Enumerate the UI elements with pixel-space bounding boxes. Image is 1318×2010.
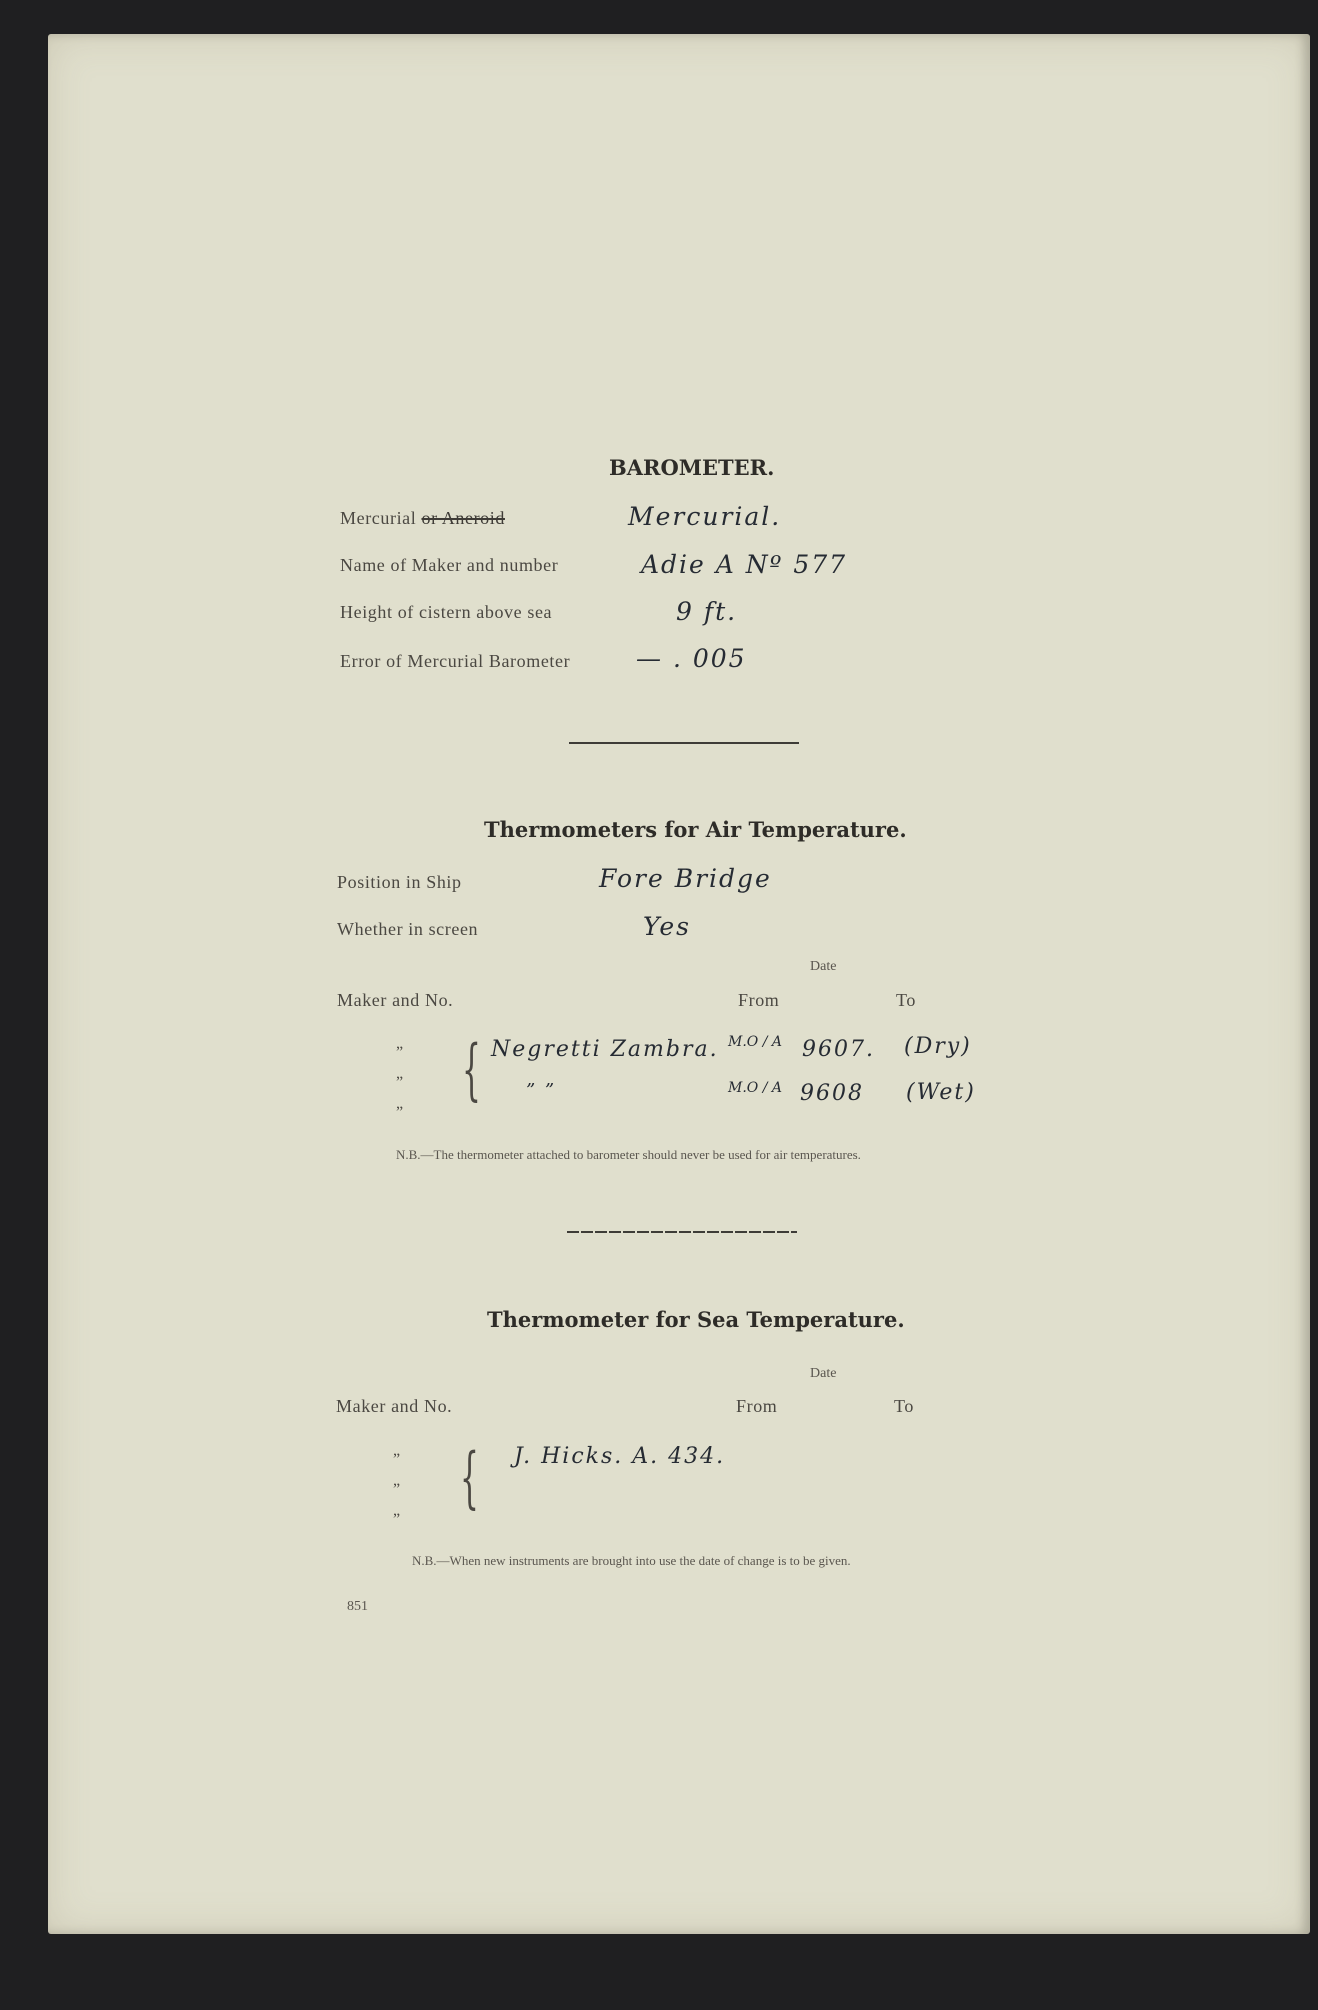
air-row-number: 9607. (802, 1037, 875, 1062)
page-number: 851 (347, 1599, 368, 1614)
bracket: { (462, 1031, 481, 1108)
section-divider (569, 742, 799, 744)
barometer-error-label: Error of Mercurial Barometer (340, 651, 571, 671)
barometer-maker-label: Name of Maker and number (340, 555, 559, 575)
air-screen-value: Yes (643, 912, 691, 941)
air-row-number: 9608 (800, 1081, 864, 1106)
sea-to-label: To (894, 1396, 914, 1416)
sea-from-label: From (736, 1396, 778, 1416)
barometer-height-value: 9 ft. (676, 597, 738, 626)
ditto-mark: ” (393, 1481, 401, 1498)
air-row-maker: ” ” (526, 1080, 557, 1101)
air-row-note: (Wet) (906, 1080, 976, 1105)
air-row-mark: M.O / A (728, 1080, 782, 1096)
air-screen-label: Whether in screen (337, 919, 479, 939)
air-position-value: Fore Bridge (599, 864, 772, 893)
barometer-error-value: — . 005 (636, 644, 747, 673)
air-maker-label: Maker and No. (337, 990, 454, 1010)
barometer-heading: BAROMETER. (609, 455, 775, 480)
air-to-label: To (896, 990, 916, 1010)
air-position-label: Position in Ship (337, 872, 462, 892)
bracket: { (460, 1439, 479, 1516)
air-row-note: (Dry) (904, 1034, 972, 1059)
sea-heading: Thermometer for Sea Temperature. (487, 1307, 905, 1332)
document-page (48, 34, 1310, 1934)
air-row-mark: M.O / A (728, 1034, 782, 1050)
sea-note: N.B.—When new instruments are brought into use the date of change is to be given. (412, 1553, 851, 1568)
barometer-type-value: Mercurial. (628, 502, 782, 531)
section-divider (567, 1231, 797, 1233)
air-note: N.B.—The thermometer attached to barometer should never be used for air temperatures. (396, 1147, 861, 1162)
barometer-maker-value: Adie A Nº 577 (641, 550, 848, 579)
air-row-maker: Negretti Zambra. (491, 1037, 719, 1062)
air-from-label: From (738, 990, 780, 1010)
barometer-height-label: Height of cistern above sea (340, 602, 553, 622)
air-date-label: Date (810, 959, 837, 974)
barometer-type-label (340, 508, 505, 529)
ditto-mark: ” (396, 1074, 404, 1091)
sea-maker-label: Maker and No. (336, 1396, 453, 1416)
ditto-mark: ” (393, 1511, 401, 1528)
air-heading: Thermometers for Air Temperature. (484, 817, 907, 842)
ditto-mark: ” (396, 1104, 404, 1121)
barometer-type-struck: or Aneroid (421, 508, 505, 528)
barometer-type-kept: Mercurial (340, 508, 417, 528)
ditto-mark: ” (393, 1451, 401, 1468)
sea-date-label: Date (810, 1366, 837, 1381)
ditto-mark: ” (396, 1044, 404, 1061)
sea-row-maker: J. Hicks. A. 434. (514, 1444, 726, 1469)
